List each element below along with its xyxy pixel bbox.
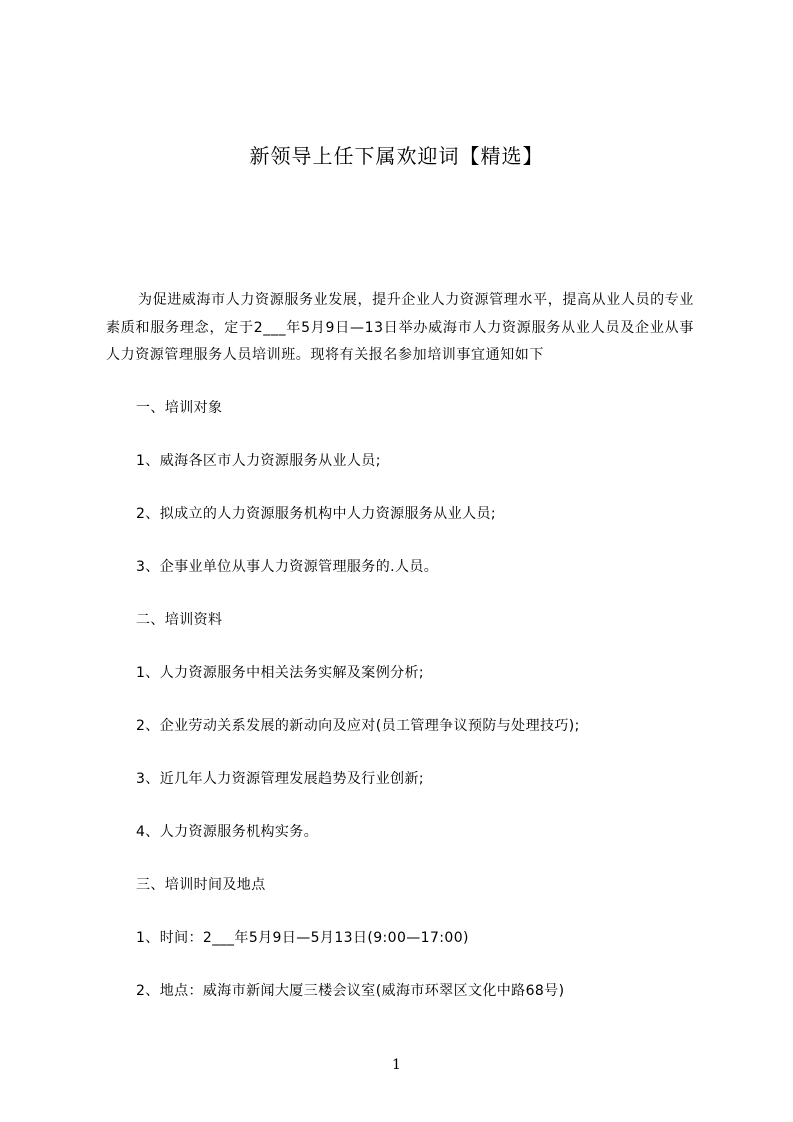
list-item: 3、近几年人力资源管理发展趋势及行业创新;	[136, 771, 425, 787]
section-heading-time-and-place: 三、培训时间及地点	[136, 877, 266, 893]
list-item: 1、人力资源服务中相关法务实解及案例分析;	[136, 665, 425, 681]
page-number: 1	[392, 1057, 401, 1073]
list-item: 2、拟成立的人力资源服务机构中人力资源服务从业人员;	[136, 506, 497, 522]
list-item: 2、企业劳动关系发展的新动向及应对(员工管理争议预防与处理技巧);	[136, 718, 580, 734]
section-heading-training-materials: 二、培训资料	[136, 612, 223, 628]
list-item: 1、威海各区市人力资源服务从业人员;	[136, 453, 381, 469]
intro-paragraph: 为促进威海市人力资源服务业发展，提升企业人力资源管理水平，提高从业人员的专业素质和服务理念，定于2___年5月9日—13日举办威海市人力资源服务从业人员及企业从事人力资源管理服务人员培训班。现将有关报名参加培训事宜通知如下	[106, 292, 694, 363]
list-item: 2、地点：威海市新闻大厦三楼会议室(威海市环翠区文化中路68号)	[136, 983, 565, 999]
list-item: 1、时间：2___年5月9日—5月13日(9:00—17:00)	[136, 930, 469, 946]
document-title: 新领导上任下属欢迎词【精选】	[249, 144, 544, 168]
list-item: 4、人力资源服务机构实务。	[136, 824, 319, 840]
list-item: 3、企事业单位从事人力资源管理服务的.人员。	[136, 559, 439, 575]
section-heading-training-target: 一、培训对象	[136, 400, 223, 416]
